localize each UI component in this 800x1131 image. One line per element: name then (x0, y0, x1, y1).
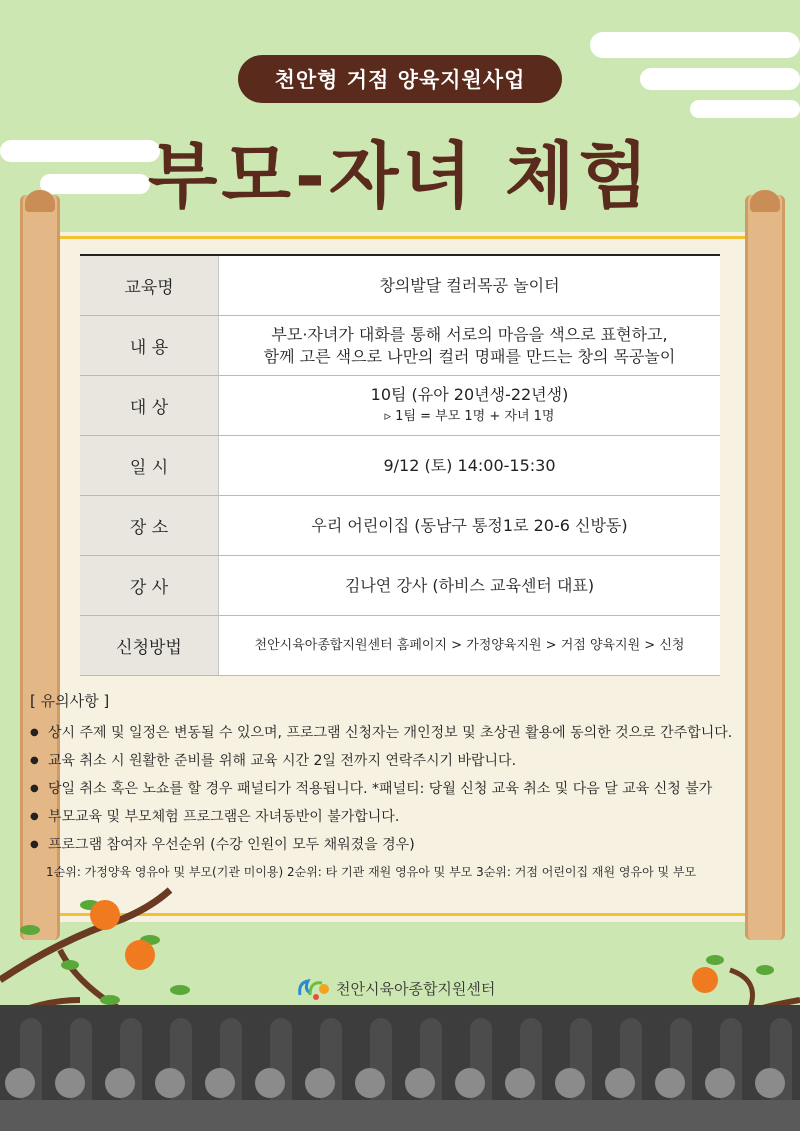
row-label: 내 용 (80, 316, 219, 376)
row-value-text: 부모·자녀가 대화를 통해 서로의 마음을 색으로 표현하고, (271, 324, 668, 344)
row-label: 강 사 (80, 556, 219, 616)
table-row (80, 616, 720, 676)
row-value (219, 556, 721, 616)
roof-end-tile (405, 1068, 435, 1098)
table-row (80, 496, 720, 556)
row-value-text: 우리 어린이집 (동남구 통정1로 20-6 신방동) (311, 515, 628, 535)
row-label: 신청방법 (80, 616, 219, 676)
roof-end-tile (705, 1068, 735, 1098)
list-item: ● 당일 취소 혹은 노쇼를 할 경우 패널티가 적용됩니다. *패널티: 당월 신청 교육 취소 및 다음 달 교육 신청 불가 (30, 775, 780, 803)
table-row (80, 316, 720, 376)
roof-end-tile (455, 1068, 485, 1098)
roof-end-tile (655, 1068, 685, 1098)
list-item: ● 프로그램 참여자 우선순위 (수강 인원이 모두 채워졌을 경우) (30, 831, 780, 859)
row-label: 교육명 (80, 255, 219, 316)
row-value (219, 376, 721, 436)
roof-end-tile (505, 1068, 535, 1098)
program-badge: 천안형 거점 양육지원사업 (238, 55, 562, 103)
row-label: 일 시 (80, 436, 219, 496)
row-value-text: 창의발달 컬러목공 놀이터 (379, 275, 560, 295)
scroll-rod-cap (750, 190, 780, 212)
roof-end-tile (255, 1068, 285, 1098)
row-value-text: 9/12 (토) 14:00-15:30 (383, 455, 556, 475)
roof-end-tile (105, 1068, 135, 1098)
row-label: 장 소 (80, 496, 219, 556)
table-row (80, 556, 720, 616)
cloud-shape (590, 32, 800, 58)
roof-end-tile (355, 1068, 385, 1098)
row-value-text: 함께 고른 색으로 나만의 컬러 명패를 만드는 창의 목공놀이 (263, 346, 676, 366)
roof-end-tile (305, 1068, 335, 1098)
row-value (219, 496, 721, 556)
roof-end-tile (755, 1068, 785, 1098)
roof-end-tile (55, 1068, 85, 1098)
page-title: 부모-자녀 체험 (147, 134, 653, 218)
gold-divider-top (52, 236, 746, 239)
roof-end-tile (555, 1068, 585, 1098)
roof-end-tile (205, 1068, 235, 1098)
notes-list (30, 719, 780, 859)
roof-end-tile (605, 1068, 635, 1098)
row-value-subtext: ▹ 1팀 = 부모 1명 + 자녀 1명 (384, 408, 555, 424)
center-logo (296, 975, 495, 1001)
center-logo-text: 천안시육아종합지원센터 (336, 979, 496, 998)
table-row (80, 376, 720, 436)
table-row (80, 436, 720, 496)
list-item: ● 상시 주제 및 일정은 변동될 수 있으며, 프로그램 신청자는 개인정보 및 초상권 활용에 동의한 것으로 간주합니다. (30, 719, 780, 747)
notes-heading: [ 유의사항 ] (30, 692, 110, 710)
row-value (219, 316, 721, 376)
notes-section (30, 690, 780, 880)
table-row (80, 255, 720, 316)
scroll-rod-cap (25, 190, 55, 212)
row-value (219, 616, 721, 676)
row-value-text: 김나연 강사 (하비스 교육센터 대표) (344, 575, 595, 595)
roof-end-tile (5, 1068, 35, 1098)
row-value-text: 천안시육아종합지원센터 홈페이지 > 가정양육지원 > 거점 양육지원 > 신청 (254, 637, 685, 653)
list-item: ● 부모교육 및 부모체험 프로그램은 자녀동반이 불가합니다. (30, 803, 780, 831)
program-info-table (80, 254, 720, 676)
roof-eave (0, 1100, 800, 1131)
cloud-shape (640, 68, 800, 90)
cloud-shape (690, 100, 800, 118)
row-value (219, 436, 721, 496)
row-label: 대 상 (80, 376, 219, 436)
row-value (219, 255, 721, 316)
center-logo-icon (296, 975, 332, 1001)
roof-end-tile (155, 1068, 185, 1098)
row-value-text: 10팀 (유아 20년생-22년생) (370, 384, 569, 404)
priority-footnote: 1순위: 가정양육 영유아 및 부모(기관 미이용) 2순위: 타 기관 재원 영유아 및 부모 3순위: 거점 어린이집 재원 영유아 및 부모 (46, 865, 697, 879)
list-item: ● 교육 취소 시 원활한 준비를 위해 교육 시간 2일 전까지 연락주시기 바랍니다. (30, 747, 780, 775)
